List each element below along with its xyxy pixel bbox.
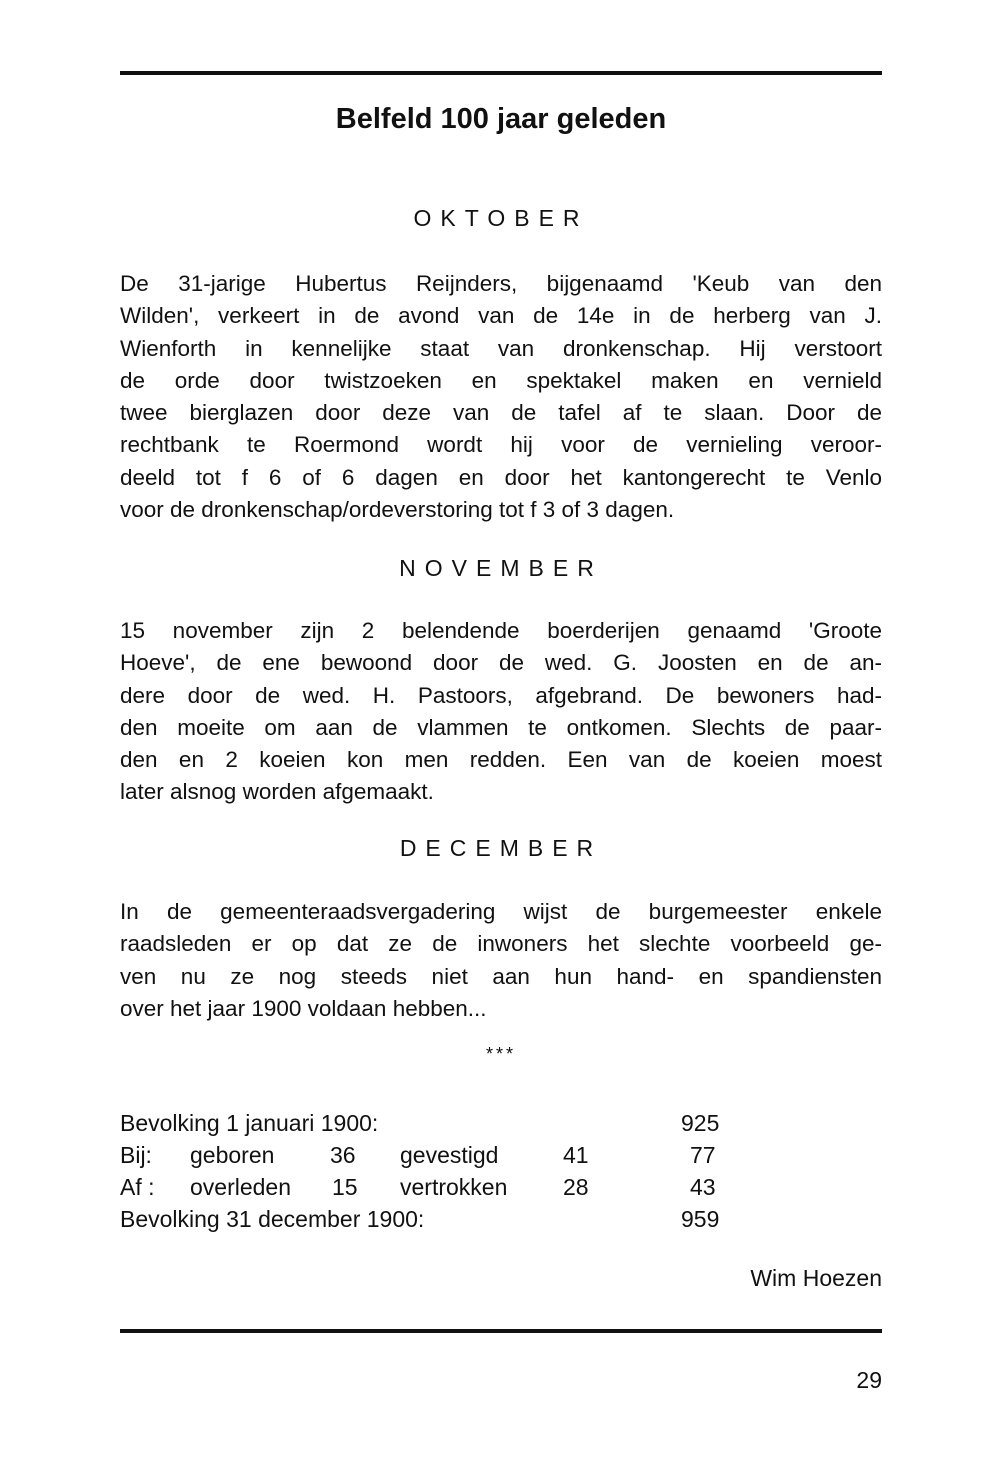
stats-value: 41 [563,1142,589,1168]
text-line: den moeite om aan de vlammen te ontkomen. Slechts de paar- [120,714,882,740]
stats-value: 36 [330,1142,356,1168]
stats-prefix: Bij: [120,1142,152,1168]
text-line: de orde door twistzoeken en spektakel maken en vernield [120,367,882,393]
text-line: dere door de wed. H. Pastoors, afgebrand. De bewoners had- [120,682,882,708]
author-signature: Wim Hoezen [750,1265,882,1291]
text-line: later alsnog worden afgemaakt. [120,779,434,805]
text-line: Hoeve', de ene bewoond door de wed. G. Joosten en de an- [120,650,882,676]
stats-prefix: Af : [120,1174,155,1200]
heading-november: NOVEMBER [399,555,603,581]
stats-label: geboren [190,1142,275,1168]
bottom-rule [120,1329,882,1333]
heading-december: DECEMBER [399,835,603,861]
text-line: twee bierglazen door deze van de tafel af te slaan. Door de [120,400,882,426]
text-line: den en 2 koeien kon men redden. Een van de koeien moest [120,747,882,773]
stats-value: 28 [563,1174,589,1200]
text-line: De 31-jarige Hubertus Reijnders, bijgenaamd 'Keub van den [120,271,882,296]
heading-oktober: OKTOBER [413,205,589,231]
article-title: Belfeld 100 jaar geleden [335,103,667,135]
page-number: 29 [856,1367,882,1393]
stats-total: 959 [681,1206,720,1232]
paragraph-november [120,615,882,809]
paragraph-december [120,896,882,1025]
text-line: Wienforth in kennelijke staat van dronkenschap. Hij verstoort [120,335,882,361]
text-line: ven nu ze nog steeds niet aan hun hand- en spandiensten [120,963,882,989]
stats-label: gevestigd [400,1142,499,1168]
top-rule [120,71,882,75]
stats-label: overleden [190,1174,292,1200]
stats-label: vertrokken [400,1174,508,1200]
stats-value: 15 [332,1174,358,1200]
stats-total: 925 [681,1110,720,1136]
text-line: rechtbank te Roermond wordt hij voor de vernieling veroor- [120,432,882,458]
text-line: In de gemeenteraadsvergadering wijst de burgemeester enkele [120,899,882,924]
stats-total: 77 [690,1142,716,1168]
stats-label: Bevolking 31 december 1900: [120,1206,425,1232]
stats-total: 43 [690,1174,716,1200]
paragraph-oktober [120,268,882,526]
stats-label: Bevolking 1 januari 1900: [120,1110,379,1136]
text-line: voor de dronkenschap/ordeverstoring tot f 3 of 3 dagen. [120,497,675,523]
text-line: Wilden', verkeert in de avond van de 14e in de herberg van J. [120,303,882,329]
text-line: 15 november zijn 2 belendende boerderijen genaamd 'Groote [120,618,882,643]
section-separator: *** [485,1044,516,1064]
text-line: over het jaar 1900 voldaan hebben... [120,995,487,1021]
text-line: raadsleden er op dat ze de inwoners het slechte voorbeeld ge- [120,931,882,957]
text-line: deeld tot f 6 of 6 dagen en door het kantongerecht te Venlo [120,464,882,490]
